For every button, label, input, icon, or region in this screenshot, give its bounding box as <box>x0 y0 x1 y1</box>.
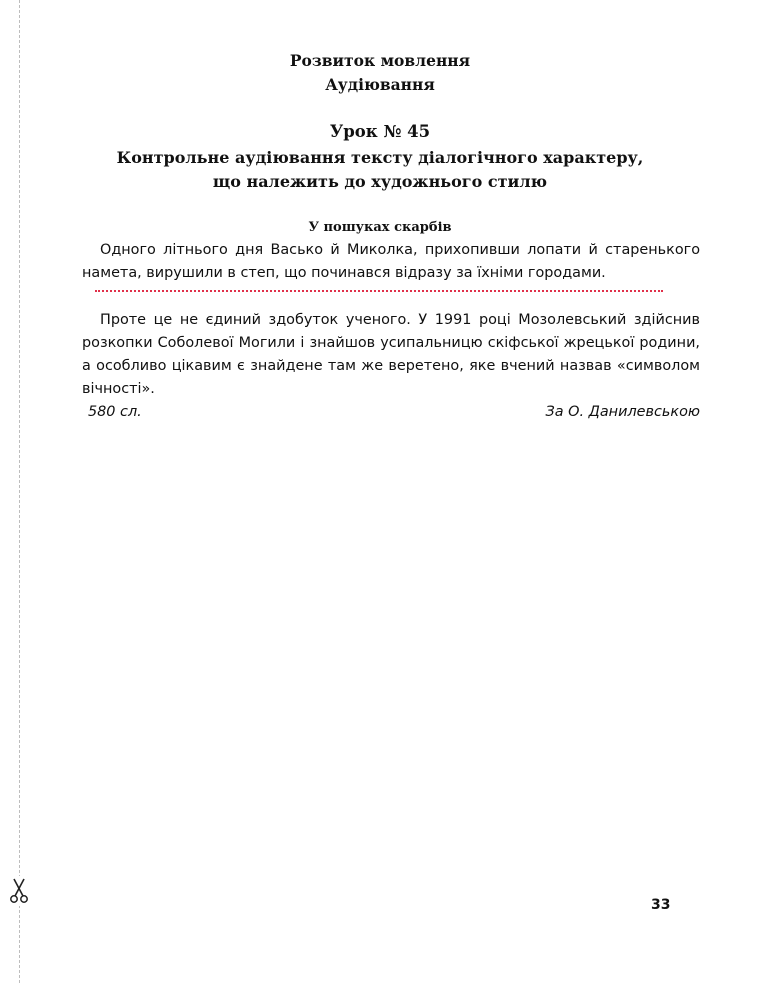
section-title: Розвиток мовлення <box>289 51 471 70</box>
author-attribution: За О. Данилевською <box>545 404 700 420</box>
section-heading <box>60 49 700 97</box>
lesson-title-line-1: Контрольне аудіювання тексту діалогічного характеру, <box>116 148 644 167</box>
text-title: У пошуках скарбів <box>308 220 452 235</box>
cut-line <box>19 0 20 983</box>
page-number: 33 <box>651 897 671 913</box>
paragraph-2 <box>82 309 700 401</box>
paragraph-2-text: Проте це не єдиний здобуток ученого. У 1991 році Мозолевський здійснив розкопки Соболевої Могили і знайшов усипальницю скіфської жрецької родини, а особливо цікавим є знайдене там же веретено, яке вчений назвав «символом вічності». <box>82 312 700 397</box>
omission-dotted-line <box>95 290 663 292</box>
paragraph-1 <box>82 239 700 285</box>
lesson-title-line-2: що належить до художнього стилю <box>212 172 548 191</box>
lesson-title <box>60 146 700 194</box>
lesson-number: Урок № 45 <box>329 122 431 141</box>
word-count: 580 сл. <box>88 404 142 420</box>
scissors-icon <box>6 876 32 906</box>
paragraph-1-text: Одного літнього дня Васько й Миколка, прихопивши лопати й старенького намета, вирушили в степ, що починався відразу за їхніми городами. <box>82 242 700 281</box>
section-subtitle: Аудіювання <box>325 75 435 94</box>
